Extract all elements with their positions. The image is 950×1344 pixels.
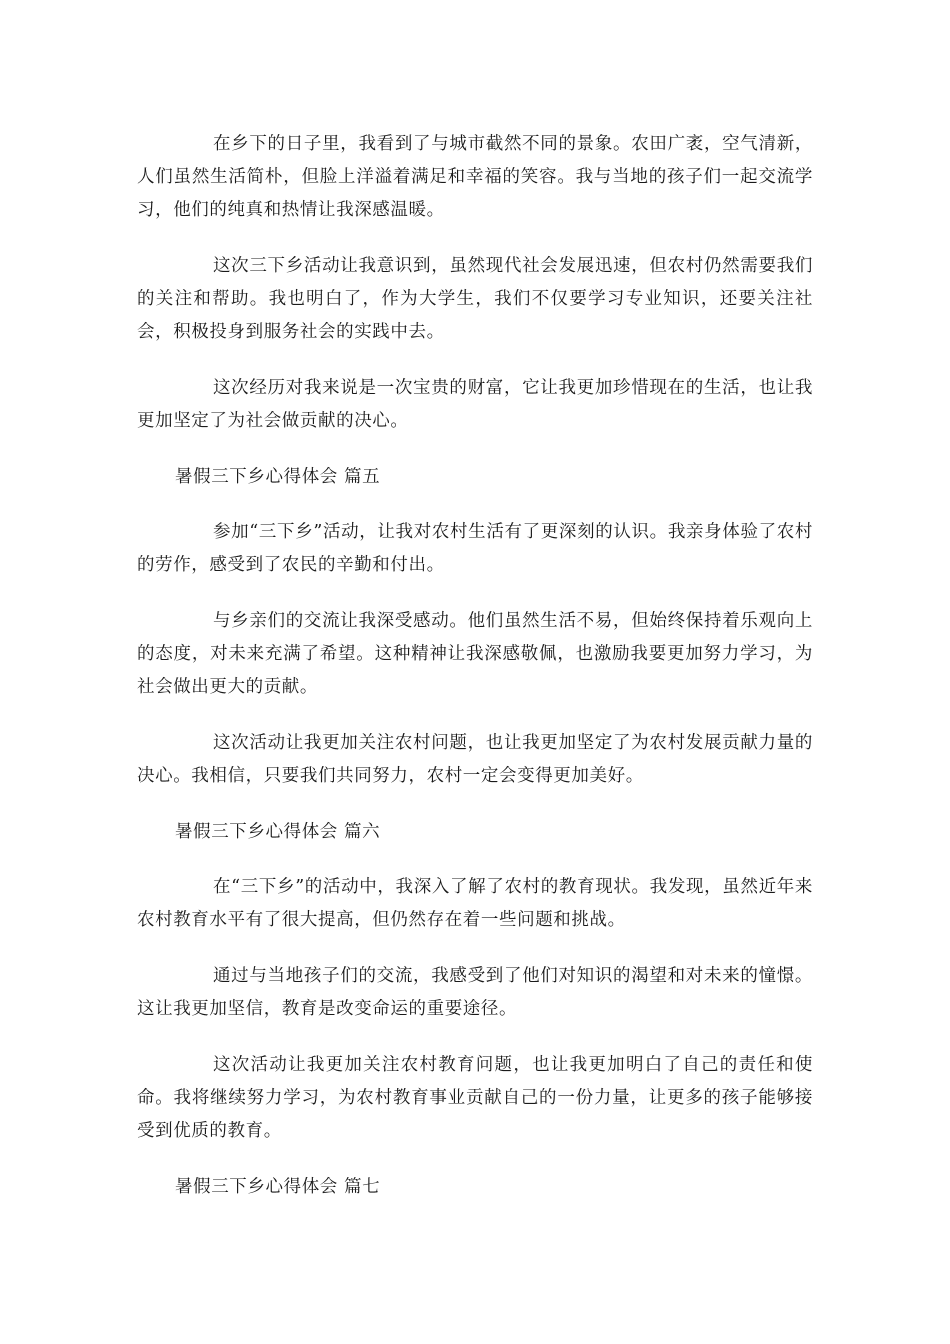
section-heading-7: 暑假三下乡心得体会 篇七 <box>175 1177 381 1197</box>
section-heading-6: 暑假三下乡心得体会 篇六 <box>175 822 381 842</box>
paragraph: 这次活动让我更加关注农村教育问题，也让我更加明白了自己的责任和使命。我将继续努力学习，为农村教育事业贡献自己的一份力量，让更多的孩子能够接受到优质的教育。 <box>137 1055 813 1141</box>
document-page <box>137 128 813 1226</box>
section-heading-5: 暑假三下乡心得体会 篇五 <box>175 467 381 487</box>
paragraph: 通过与当地孩子们的交流，我感受到了他们对知识的渴望和对未来的憧憬。这让我更加坚信，教育是改变命运的重要途径。 <box>137 966 813 1019</box>
paragraph: 这次活动让我更加关注农村问题，也让我更加坚定了为农村发展贡献力量的决心。我相信，只要我们共同努力，农村一定会变得更加美好。 <box>137 733 813 786</box>
paragraph: 这次三下乡活动让我意识到，虽然现代社会发展迅速，但农村仍然需要我们的关注和帮助。我也明白了，作为大学生，我们不仅要学习专业知识，还要关注社会，积极投身到服务社会的实践中去。 <box>137 256 813 342</box>
paragraph: 参加“三下乡”活动，让我对农村生活有了更深刻的认识。我亲身体验了农村的劳作，感受到了农民的辛勤和付出。 <box>137 522 813 575</box>
paragraph: 在乡下的日子里，我看到了与城市截然不同的景象。农田广袤，空气清新，人们虽然生活简朴，但脸上洋溢着满足和幸福的笑容。我与当地的孩子们一起交流学习，他们的纯真和热情让我深感温暖。 <box>137 134 813 220</box>
paragraph: 与乡亲们的交流让我深受感动。他们虽然生活不易，但始终保持着乐观向上的态度，对未来充满了希望。这种精神让我深感敬佩，也激励我要更加努力学习，为社会做出更大的贡献。 <box>137 611 813 697</box>
paragraph: 在“三下乡”的活动中，我深入了解了农村的教育现状。我发现，虽然近年来农村教育水平有了很大提高，但仍然存在着一些问题和挑战。 <box>137 877 813 930</box>
paragraph: 这次经历对我来说是一次宝贵的财富，它让我更加珍惜现在的生活，也让我更加坚定了为社会做贡献的决心。 <box>137 378 813 431</box>
